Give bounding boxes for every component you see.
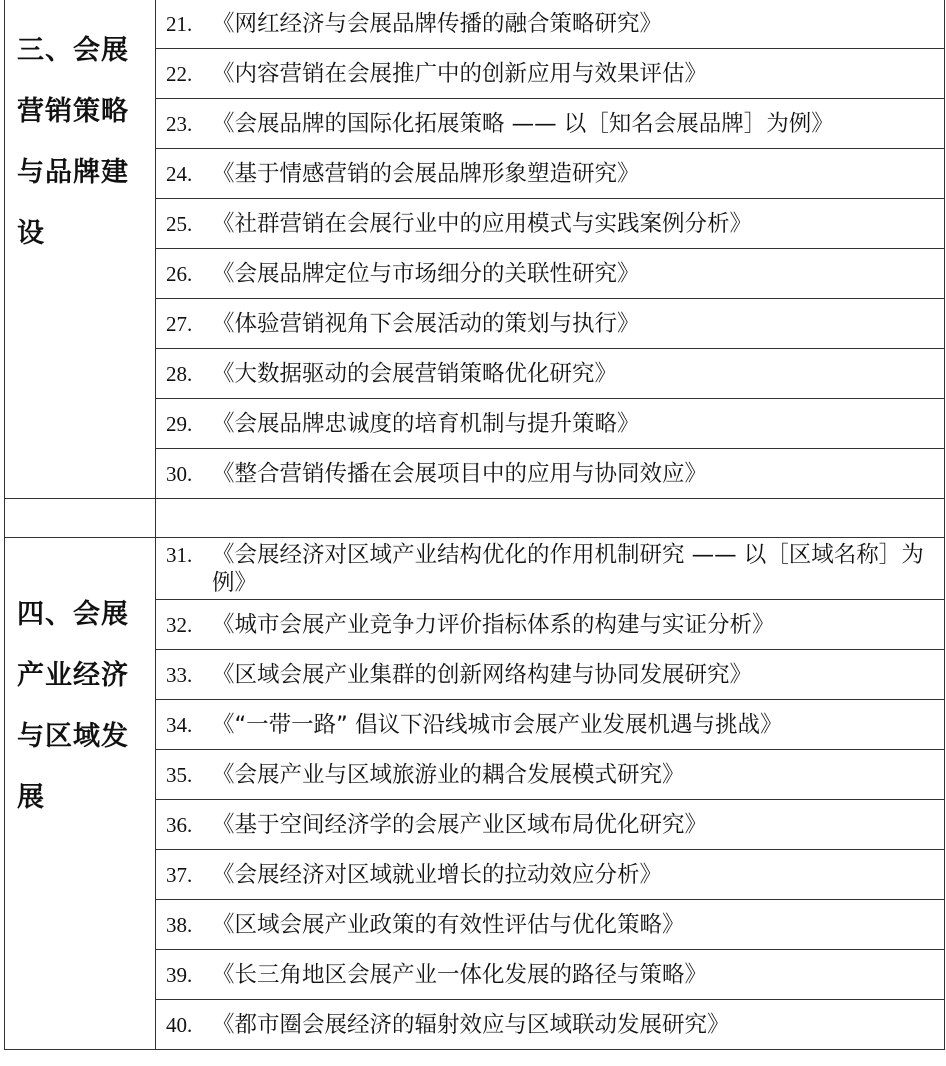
topic-cell [156,249,945,299]
topic-cell [156,199,945,249]
topic-cell [156,399,945,449]
blank-row [5,499,945,538]
topic-title: 《内容营销在会展推广中的创新应用与效果评估》 [212,60,708,87]
topic-title: 《会展品牌的国际化拓展策略 —— 以［知名会展品牌］为例》 [212,110,834,137]
topic-number: 36. [166,812,193,837]
topic-number: 28. [166,361,193,386]
topic-title: 《会展品牌忠诚度的培育机制与提升策略》 [212,410,640,437]
topic-cell [156,99,945,149]
category-label: 三、会展营销策略与品牌建设 [17,35,129,249]
topic-title: 《基于情感营销的会展品牌形象塑造研究》 [212,160,640,187]
topic-cell [156,538,945,600]
category-label: 四、会展产业经济与区域发展 [17,599,129,813]
topic-title: 《会展产业与区域旅游业的耦合发展模式研究》 [212,761,685,788]
topic-cell [156,800,945,850]
table-row [5,0,945,49]
topic-cell [156,850,945,900]
table-row [5,538,945,600]
topic-title: 《体验营销视角下会展活动的策划与执行》 [212,310,640,337]
blank-cell [5,499,156,538]
topic-number: 34. [166,712,193,737]
topic-number: 35. [166,762,193,787]
topic-cell [156,49,945,99]
topic-cell [156,149,945,199]
topic-number: 27. [166,311,193,336]
topic-number: 32. [166,612,193,637]
topic-number: 23. [166,111,193,136]
topic-cell [156,700,945,750]
topic-title: 《大数据驱动的会展营销策略优化研究》 [212,360,618,387]
topic-cell [156,449,945,499]
topic-number: 37. [166,862,193,887]
topic-number: 25. [166,211,193,236]
topic-number: 39. [166,962,193,987]
topic-number: 31. [166,542,193,567]
topic-cell [156,950,945,1000]
topic-number: 22. [166,61,193,86]
blank-cell [156,499,945,538]
topic-title: 《会展经济对区域就业增长的拉动效应分析》 [212,861,663,888]
topic-cell [156,600,945,650]
topic-title: 《区域会展产业集群的创新网络构建与协同发展研究》 [212,661,753,688]
topic-cell [156,900,945,950]
topic-title: 《会展经济对区域产业结构优化的作用机制研究 —— 以［区域名称］为例》 [212,541,924,596]
topic-number: 33. [166,662,193,687]
category-cell [5,0,156,499]
topic-cell [156,650,945,700]
topic-number: 24. [166,161,193,186]
topic-title: 《网红经济与会展品牌传播的融合策略研究》 [212,10,663,37]
topic-cell [156,750,945,800]
topic-title: 《长三角地区会展产业一体化发展的路径与策略》 [212,961,708,988]
topic-number: 21. [166,11,193,36]
topic-number: 38. [166,912,193,937]
topic-title: 《会展品牌定位与市场细分的关联性研究》 [212,260,640,287]
topic-cell [156,299,945,349]
topic-number: 40. [166,1012,193,1037]
topic-title: 《整合营销传播在会展项目中的应用与协同效应》 [212,460,708,487]
category-cell [5,538,156,1050]
topic-number: 29. [166,411,193,436]
topic-number: 26. [166,261,193,286]
topic-title: 《“一带一路” 倡议下沿线城市会展产业发展机遇与挑战》 [212,711,783,738]
topic-title: 《城市会展产业竞争力评价指标体系的构建与实证分析》 [212,611,775,638]
topic-cell [156,0,945,49]
topic-title: 《社群营销在会展行业中的应用模式与实践案例分析》 [212,210,753,237]
topic-cell [156,349,945,399]
topic-title: 《都市圈会展经济的辐射效应与区域联动发展研究》 [212,1011,730,1038]
topic-title: 《基于空间经济学的会展产业区域布局优化研究》 [212,811,708,838]
topic-title: 《区域会展产业政策的有效性评估与优化策略》 [212,911,685,938]
topic-table [4,0,945,1050]
topic-cell [156,1000,945,1050]
topic-number: 30. [166,461,193,486]
